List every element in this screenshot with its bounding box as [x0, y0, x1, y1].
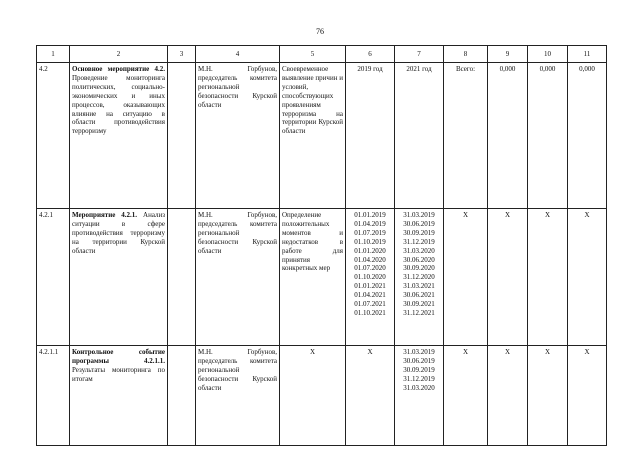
header-cell: 10 — [528, 46, 568, 63]
activity-text: Результаты мониторинга по итогам — [72, 365, 165, 383]
result-cell: Своевременное выявление причин и условий, способствующих проявлениям терроризма на территории Курской области — [280, 63, 346, 209]
funding-x: X — [528, 209, 568, 346]
result-cell: X — [280, 346, 346, 446]
date-value: 30.09.2020 — [403, 264, 435, 273]
executor-cell: М.Н. Горбунов, председатель комитета региональной безопасности Курской области — [196, 63, 280, 209]
date-value: 01.01.2021 — [354, 282, 386, 291]
date-value: 31.03.2019 — [403, 211, 435, 219]
funding-x: X — [528, 346, 568, 446]
funding-x: X — [568, 346, 607, 446]
date-value: 30.06.2021 — [403, 291, 435, 300]
header-cell: 7 — [395, 46, 444, 63]
date-value: 01.10.2021 — [354, 308, 386, 317]
empty-cell — [168, 209, 196, 346]
header-cell: 6 — [346, 46, 395, 63]
header-row — [37, 46, 607, 63]
executor-cell: М.Н. Горбунов, председатель комитета региональной безопасности Курской области — [196, 209, 280, 346]
table-row — [37, 346, 607, 446]
date-value: 31.12.2019 — [403, 374, 435, 383]
date-value: 2019 год — [357, 65, 383, 73]
date-value: 30.06.2019 — [403, 356, 435, 365]
start-cell — [346, 346, 395, 446]
end-cell — [395, 63, 444, 209]
funding-value: 0,000 — [568, 63, 607, 209]
empty-cell — [168, 63, 196, 209]
date-value: 01.04.2021 — [354, 291, 386, 300]
activity-cell — [70, 209, 168, 346]
date-value: 30.09.2019 — [403, 228, 435, 237]
funding-x: X — [444, 209, 488, 346]
program-table — [36, 45, 607, 446]
activity-title: Контрольное событие программы 4.2.1.1. — [72, 348, 165, 365]
activity-title: Основное мероприятие 4.2. — [72, 65, 165, 73]
date-value: 01.10.2020 — [354, 273, 386, 282]
executor-cell: М.Н. Горбунов, председатель комитета региональной безопасности Курской области — [196, 346, 280, 446]
funding-value: 0,000 — [488, 63, 528, 209]
date-value: 30.06.2020 — [403, 255, 435, 264]
funding-label: Всего: — [444, 63, 488, 209]
date-value: X — [367, 348, 373, 356]
date-value: 31.12.2021 — [403, 308, 435, 317]
activity-cell — [70, 346, 168, 446]
date-value: 01.07.2021 — [354, 300, 386, 309]
end-cell — [395, 209, 444, 346]
header-cell: 1 — [37, 46, 70, 63]
result-cell: Определение положительных моментов и недостатков в работе для принятия конкретных мер — [280, 209, 346, 346]
date-value: 2021 год — [406, 65, 432, 73]
empty-cell — [168, 346, 196, 446]
header-cell: 5 — [280, 46, 346, 63]
end-cell — [395, 346, 444, 446]
page-number: 76 — [316, 27, 324, 36]
date-value: 31.03.2021 — [403, 282, 435, 291]
header-cell: 8 — [444, 46, 488, 63]
date-value: 30.09.2021 — [403, 300, 435, 309]
row-number: 4.2 — [37, 63, 70, 209]
activity-text: Анализ ситуации в сфере противодействия терроризму на территории Курской области — [72, 211, 166, 255]
date-value: 31.03.2019 — [403, 348, 435, 356]
row-number: 4.2.1 — [37, 209, 70, 346]
header-cell: 11 — [568, 46, 607, 63]
date-value: 31.12.2020 — [403, 273, 435, 282]
funding-x: X — [488, 209, 528, 346]
date-value: 01.01.2019 — [354, 211, 386, 219]
funding-x: X — [444, 346, 488, 446]
date-value: 30.06.2019 — [403, 219, 435, 228]
funding-x: X — [568, 209, 607, 346]
header-cell: 3 — [168, 46, 196, 63]
funding-x: X — [488, 346, 528, 446]
date-value: 01.01.2020 — [354, 246, 386, 255]
date-value: 30.09.2019 — [403, 365, 435, 374]
activity-cell — [70, 63, 168, 209]
date-value: 01.04.2019 — [354, 219, 386, 228]
date-value: 01.07.2020 — [354, 264, 386, 273]
date-value: 31.03.2020 — [403, 246, 435, 255]
start-cell — [346, 63, 395, 209]
date-value: 31.03.2020 — [403, 383, 435, 392]
date-value: 31.12.2019 — [403, 237, 435, 246]
date-value: 01.04.2020 — [354, 255, 386, 264]
activity-text: Проведение мониторинга политических, социально-экономических и иных процессов, оказывающих влияние на ситуацию в области противодействия терроризму — [72, 73, 165, 136]
date-value: 01.10.2019 — [354, 237, 386, 246]
header-cell: 9 — [488, 46, 528, 63]
header-cell: 4 — [196, 46, 280, 63]
activity-title: Мероприятие 4.2.1. — [72, 211, 138, 219]
header-cell: 2 — [70, 46, 168, 63]
table-row — [37, 63, 607, 209]
funding-value: 0,000 — [528, 63, 568, 209]
start-cell — [346, 209, 395, 346]
row-number: 4.2.1.1 — [37, 346, 70, 446]
date-value: 01.07.2019 — [354, 228, 386, 237]
table-row — [37, 209, 607, 346]
